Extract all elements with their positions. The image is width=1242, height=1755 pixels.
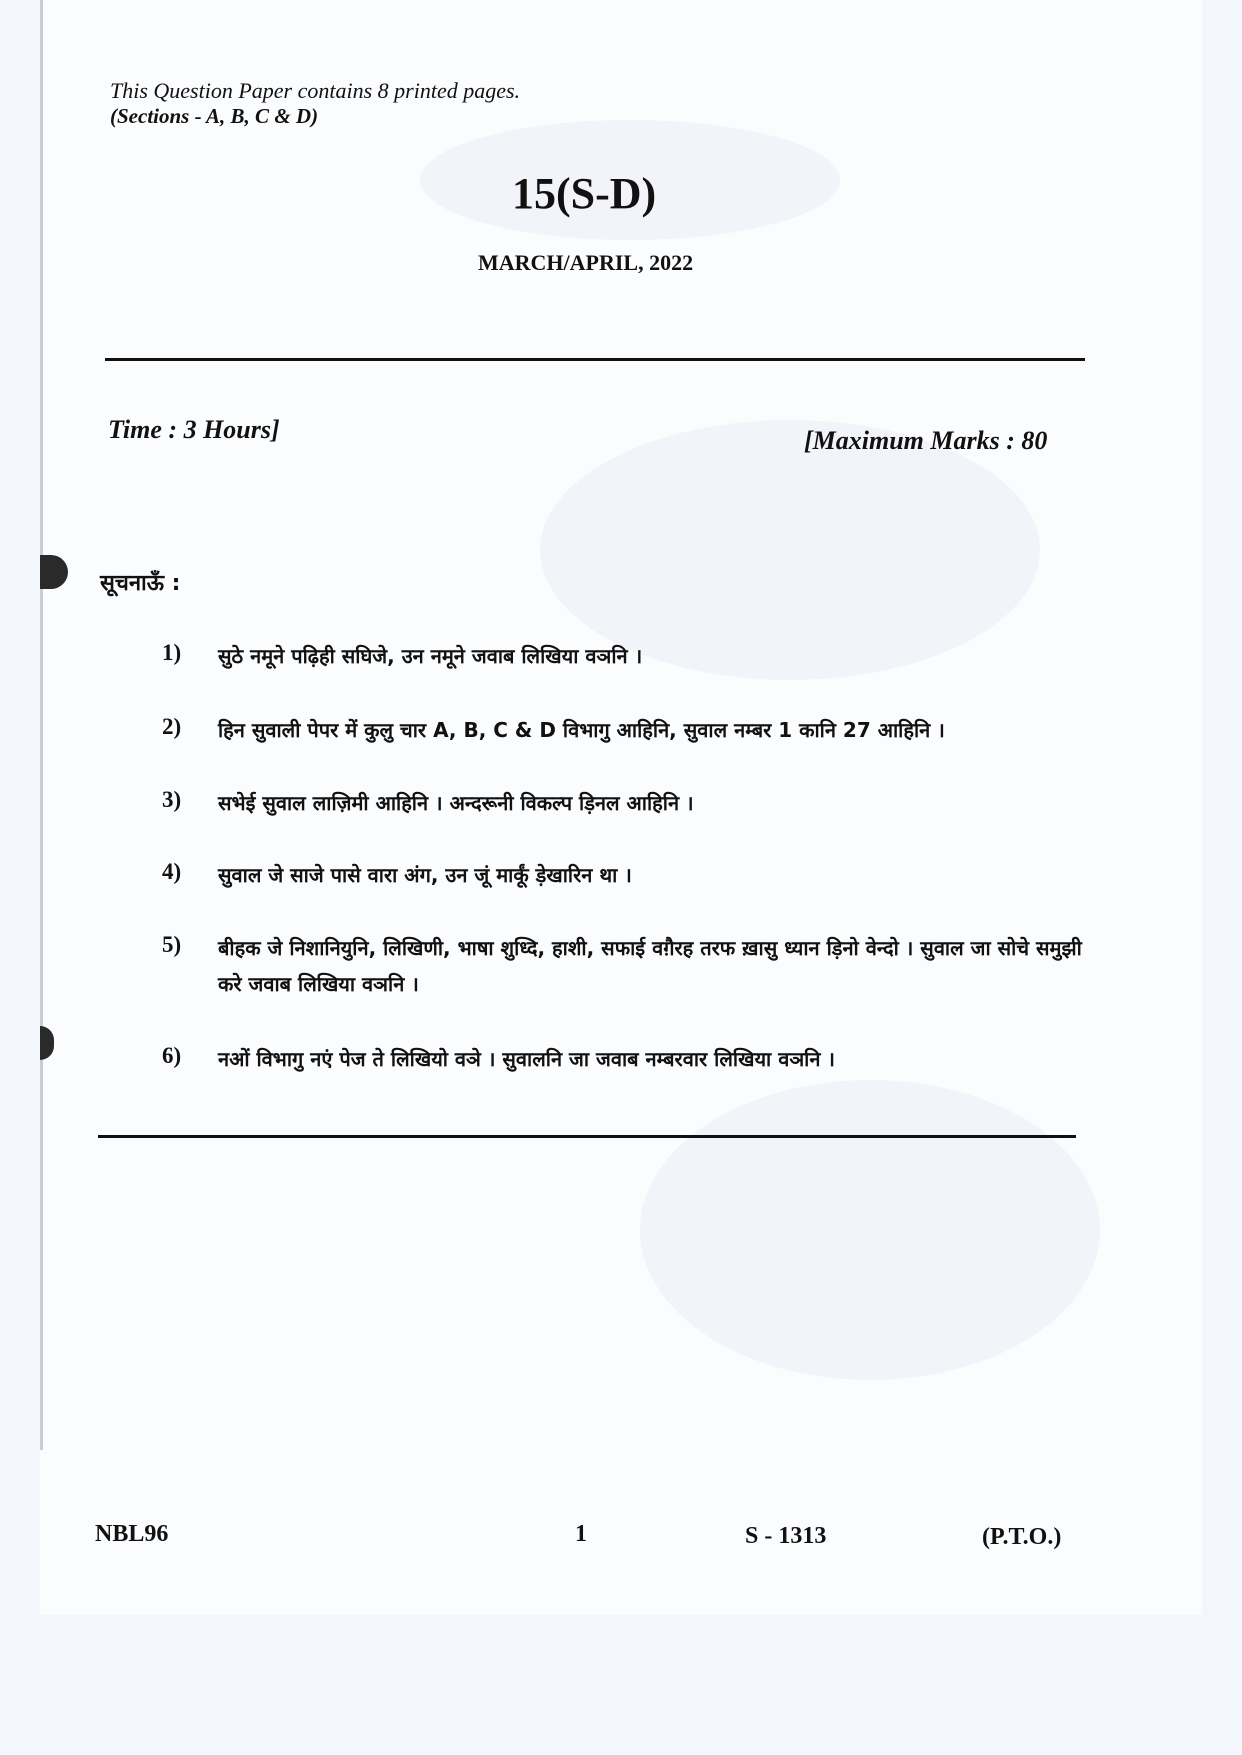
- instruction-text: हिन सुवाली पेपर में कुलु चार A, B, C & D विभागु आहिनि, सुवाल नम्बर 1 कानि 27 आहिनि ।: [218, 718, 945, 742]
- paper-code: 15(S-D): [512, 169, 657, 218]
- maximum-marks: [Maximum Marks : 80: [804, 426, 1048, 455]
- instruction-text: सुठे नमूने पढ़िही सघिजे, उन नमूने जवाब लिखिया वञनि ।: [218, 644, 643, 668]
- bottom-divider: [98, 1135, 1076, 1138]
- page-number: 1: [575, 1521, 587, 1547]
- series-code: S - 1313: [745, 1523, 827, 1549]
- instruction-number: 3): [162, 787, 182, 812]
- instruction-text: सुवाल जे साजे पासे वारा अंग, उन जूं मार्कूं ड़ेखारिन था ।: [218, 863, 632, 887]
- time-allowed: Time : 3 Hours]: [108, 415, 280, 444]
- bleed-through-shadow: [640, 1080, 1100, 1380]
- sections-note: (Sections - A, B, C & D): [110, 104, 319, 128]
- top-divider: [105, 358, 1085, 361]
- question-paper-page: [40, 0, 1202, 1615]
- exam-session: MARCH/APRIL, 2022: [478, 250, 694, 275]
- page-edge: [40, 0, 43, 1450]
- footer-code: NBL96: [95, 1521, 169, 1547]
- instruction-number: 5): [162, 932, 182, 957]
- instruction-text: बीहक जे निशानियुनि, लिखिणी, भाषा शुध्दि, हाशी, सफाई वग़ैरह तरफ ख़ासु ध्यान ड़िनो वेन्दो । सुवाल जा सोचे समुझी करे जवाब लिखिया वञनि ।: [218, 936, 1082, 996]
- instruction-text: सभेई सुवाल लाज़िमी आहिनि । अन्दरूनी विकल्प ड़िनल आहिनि ।: [218, 791, 694, 815]
- pages-note: This Question Paper contains 8 printed pages.: [110, 78, 521, 103]
- punch-hole-mark: [40, 555, 68, 589]
- instruction-number: 1): [162, 640, 182, 665]
- instructions-heading: सूचनाऊँ :: [100, 571, 181, 596]
- instruction-number: 2): [162, 714, 182, 739]
- instruction-text: नओं विभागु नएं पेज ते लिखियो वञे । सुवालनि जा जवाब नम्बरवार लिखिया वञनि ।: [218, 1047, 835, 1071]
- instruction-number: 6): [162, 1043, 182, 1068]
- please-turn-over: (P.T.O.): [982, 1524, 1062, 1550]
- punch-hole-mark: [40, 1026, 54, 1060]
- instruction-number: 4): [162, 859, 182, 884]
